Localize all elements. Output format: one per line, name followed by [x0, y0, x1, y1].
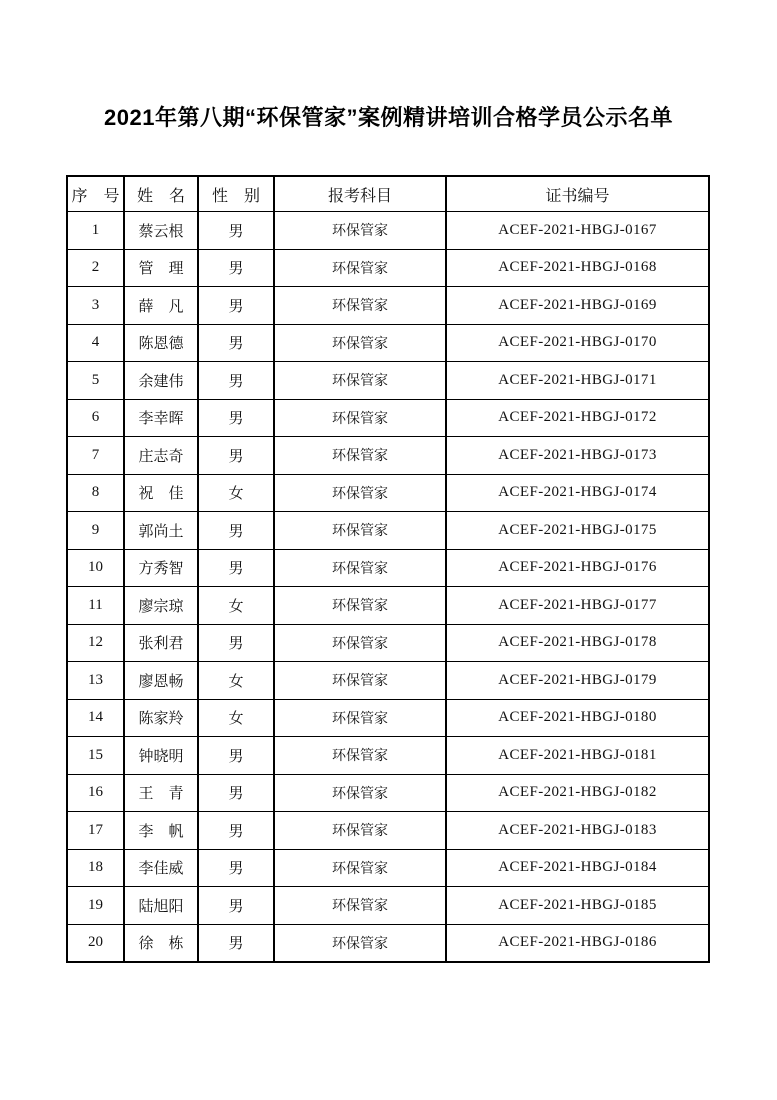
cell-gender: 男 [198, 437, 274, 475]
cell-gender: 男 [198, 362, 274, 400]
cell-certificate-number: ACEF-2021-HBGJ-0184 [446, 849, 709, 887]
cell-name: 郭尚土 [124, 512, 198, 550]
header-row [67, 176, 709, 212]
cell-name: 徐 栋 [124, 924, 198, 962]
cell-certificate-number: ACEF-2021-HBGJ-0176 [446, 549, 709, 587]
cell-name: 薛 凡 [124, 287, 198, 325]
column-header-name: 姓 名 [124, 176, 198, 212]
cell-name: 陆旭阳 [124, 887, 198, 925]
cell-certificate-number: ACEF-2021-HBGJ-0168 [446, 249, 709, 287]
cell-certificate-number: ACEF-2021-HBGJ-0186 [446, 924, 709, 962]
cell-name: 余建伟 [124, 362, 198, 400]
table-row [67, 287, 709, 325]
cell-serial-number: 18 [67, 849, 124, 887]
column-header-gender: 性 别 [198, 176, 274, 212]
page-title: 2021年第八期“环保管家”案例精讲培训合格学员公示名单 [104, 105, 673, 130]
cell-certificate-number: ACEF-2021-HBGJ-0182 [446, 774, 709, 812]
cell-subject: 环保管家 [274, 249, 446, 287]
cell-name: 祝 佳 [124, 474, 198, 512]
cell-subject: 环保管家 [274, 324, 446, 362]
cell-certificate-number: ACEF-2021-HBGJ-0171 [446, 362, 709, 400]
table-row [67, 587, 709, 625]
table-row [67, 212, 709, 250]
table-row [67, 774, 709, 812]
cell-serial-number: 10 [67, 549, 124, 587]
cell-serial-number: 4 [67, 324, 124, 362]
cell-serial-number: 7 [67, 437, 124, 475]
cell-subject: 环保管家 [274, 587, 446, 625]
cell-gender: 男 [198, 624, 274, 662]
cell-serial-number: 9 [67, 512, 124, 550]
cell-certificate-number: ACEF-2021-HBGJ-0177 [446, 587, 709, 625]
cell-subject: 环保管家 [274, 699, 446, 737]
table-row [67, 924, 709, 962]
cell-subject: 环保管家 [274, 512, 446, 550]
table-row [67, 512, 709, 550]
cell-gender: 男 [198, 324, 274, 362]
cell-serial-number: 15 [67, 737, 124, 775]
cell-gender: 女 [198, 474, 274, 512]
cell-subject: 环保管家 [274, 737, 446, 775]
cell-serial-number: 3 [67, 287, 124, 325]
cell-gender: 男 [198, 737, 274, 775]
cell-subject: 环保管家 [274, 624, 446, 662]
cell-subject: 环保管家 [274, 287, 446, 325]
table-row [67, 324, 709, 362]
cell-serial-number: 12 [67, 624, 124, 662]
cell-certificate-number: ACEF-2021-HBGJ-0185 [446, 887, 709, 925]
cell-serial-number: 20 [67, 924, 124, 962]
cell-subject: 环保管家 [274, 212, 446, 250]
table-row [67, 624, 709, 662]
cell-gender: 男 [198, 924, 274, 962]
cell-gender: 女 [198, 662, 274, 700]
cell-name: 李幸晖 [124, 399, 198, 437]
cell-gender: 女 [198, 587, 274, 625]
cell-serial-number: 1 [67, 212, 124, 250]
cell-subject: 环保管家 [274, 887, 446, 925]
cell-subject: 环保管家 [274, 474, 446, 512]
cell-subject: 环保管家 [274, 362, 446, 400]
cell-gender: 男 [198, 399, 274, 437]
cell-serial-number: 19 [67, 887, 124, 925]
cell-gender: 男 [198, 849, 274, 887]
table-row [67, 549, 709, 587]
cell-certificate-number: ACEF-2021-HBGJ-0167 [446, 212, 709, 250]
table-row [67, 399, 709, 437]
cell-serial-number: 17 [67, 812, 124, 850]
cell-gender: 男 [198, 512, 274, 550]
cell-serial-number: 5 [67, 362, 124, 400]
table-row [67, 849, 709, 887]
cell-certificate-number: ACEF-2021-HBGJ-0175 [446, 512, 709, 550]
cell-serial-number: 11 [67, 587, 124, 625]
cell-serial-number: 8 [67, 474, 124, 512]
table-row [67, 249, 709, 287]
cell-subject: 环保管家 [274, 812, 446, 850]
cell-certificate-number: ACEF-2021-HBGJ-0174 [446, 474, 709, 512]
table-row [67, 887, 709, 925]
column-header-subject: 报考科目 [274, 176, 446, 212]
cell-name: 陈家羚 [124, 699, 198, 737]
cell-gender: 男 [198, 887, 274, 925]
cell-gender: 男 [198, 249, 274, 287]
cell-certificate-number: ACEF-2021-HBGJ-0180 [446, 699, 709, 737]
cell-certificate-number: ACEF-2021-HBGJ-0181 [446, 737, 709, 775]
cell-serial-number: 16 [67, 774, 124, 812]
roster-table [66, 175, 710, 963]
cell-name: 管 理 [124, 249, 198, 287]
cell-subject: 环保管家 [274, 437, 446, 475]
column-header-no: 序 号 [67, 176, 124, 212]
cell-certificate-number: ACEF-2021-HBGJ-0173 [446, 437, 709, 475]
cell-gender: 男 [198, 549, 274, 587]
cell-serial-number: 13 [67, 662, 124, 700]
cell-subject: 环保管家 [274, 549, 446, 587]
cell-subject: 环保管家 [274, 399, 446, 437]
cell-subject: 环保管家 [274, 774, 446, 812]
cell-name: 李佳威 [124, 849, 198, 887]
cell-certificate-number: ACEF-2021-HBGJ-0179 [446, 662, 709, 700]
table-row [67, 662, 709, 700]
table-header [67, 176, 709, 212]
cell-subject: 环保管家 [274, 924, 446, 962]
cell-serial-number: 2 [67, 249, 124, 287]
cell-gender: 男 [198, 212, 274, 250]
table-row [67, 737, 709, 775]
cell-name: 庄志奇 [124, 437, 198, 475]
cell-certificate-number: ACEF-2021-HBGJ-0172 [446, 399, 709, 437]
cell-serial-number: 14 [67, 699, 124, 737]
cell-gender: 男 [198, 774, 274, 812]
cell-subject: 环保管家 [274, 662, 446, 700]
table-row [67, 699, 709, 737]
cell-gender: 男 [198, 287, 274, 325]
table-row [67, 474, 709, 512]
table-row [67, 362, 709, 400]
cell-name: 钟晓明 [124, 737, 198, 775]
cell-certificate-number: ACEF-2021-HBGJ-0183 [446, 812, 709, 850]
cell-gender: 男 [198, 812, 274, 850]
cell-name: 蔡云根 [124, 212, 198, 250]
cell-name: 张利君 [124, 624, 198, 662]
cell-serial-number: 6 [67, 399, 124, 437]
cell-certificate-number: ACEF-2021-HBGJ-0178 [446, 624, 709, 662]
table-row [67, 437, 709, 475]
cell-name: 陈恩德 [124, 324, 198, 362]
cell-name: 廖恩畅 [124, 662, 198, 700]
column-header-cert: 证书编号 [446, 176, 709, 212]
cell-name: 廖宗琼 [124, 587, 198, 625]
cell-name: 李 帆 [124, 812, 198, 850]
cell-name: 方秀智 [124, 549, 198, 587]
cell-certificate-number: ACEF-2021-HBGJ-0169 [446, 287, 709, 325]
cell-gender: 女 [198, 699, 274, 737]
cell-name: 王 青 [124, 774, 198, 812]
table-row [67, 812, 709, 850]
table-body [67, 212, 709, 963]
cell-certificate-number: ACEF-2021-HBGJ-0170 [446, 324, 709, 362]
cell-subject: 环保管家 [274, 849, 446, 887]
